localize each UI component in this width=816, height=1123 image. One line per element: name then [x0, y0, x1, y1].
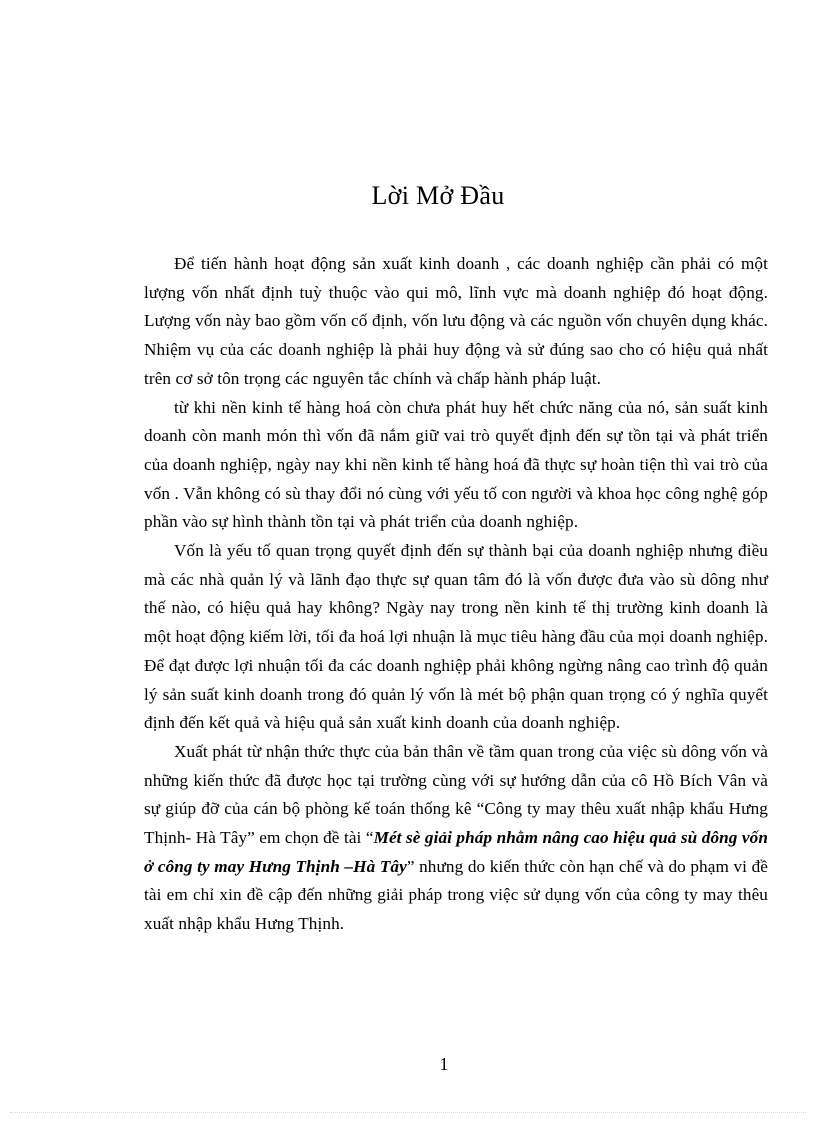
paragraph-2: từ khi nền kinh tế hàng hoá còn chưa phát huy hết chức năng của nó, sản suất kinh doanh còn manh món thì vốn đã nắm giữ vai trò quyết định đến sự tồn tại và phát triển của doanh nghiệp, ngày nay khi nền kinh tế hàng hoá đã thực sự hoàn tiện thì vai trò của vốn . Vẫn không có sù thay đổi nó cùng với yếu tố con người và khoa học công nghệ góp phần vào sự hình thành tồn tại và phát triển của doanh nghiệp.: [144, 397, 768, 532]
paragraph-4: [144, 738, 768, 939]
document-title: Lời Mở Đầu: [371, 181, 505, 210]
thesis-topic-title: Mét sè giải pháp nhằm nâng cao hiệu quả sù dông vốn ở công ty may Hưng Thịnh –Hà Tây: [144, 828, 768, 876]
document-body: [144, 250, 768, 939]
paragraph-1: Để tiến hành hoạt động sản xuất kinh doanh , các doanh nghiệp cần phải có một lượng vốn nhất định tuỳ thuộc vào qui mô, lĩnh vực mà doanh nghiệp đó hoạt động. Lượng vốn này bao gồm vốn cố định, vốn lưu động và các nguồn vốn chuyên dụng khác. Nhiệm vụ của các doanh nghiệp là phải huy động và sử đúng sao cho có hiệu quả nhất trên cơ sở tôn trọng các nguyên tắc chính và chấp hành pháp luật.: [144, 254, 768, 388]
paragraph-3: Vốn là yếu tố quan trọng quyết định đến sự thành bại của doanh nghiệp nhưng điều mà các nhà quản lý và lãnh đạo thực sự quan tâm đó là vốn được đưa vào sù dông như thế nào, có hiệu quả hay không? Ngày nay trong nền kinh tế thị trường kinh doanh là một hoạt động kiếm lời, tối đa hoá lợi nhuận là mục tiêu hàng đầu của mọi doanh nghiệp. Để đạt được lợi nhuận tối đa các doanh nghiệp phải không ngừng nâng cao trình độ quản lý sản suất kinh doanh trong đó quản lý vốn là mét bộ phận quan trọng có ý nghĩa quyết định đến kết quả và hiệu quả sản xuất kinh doanh của doanh nghiệp.: [144, 541, 768, 733]
paragraph-4-text-end: ” nhưng do kiến thức còn hạn chế và do phạm vi đề tài em chỉ xin đề cập đến những giải pháp trong việc sử dụng vốn của công ty may thêu xuất nhập khẩu Hưng Thịnh.: [144, 856, 769, 934]
page-number: 1: [439, 1054, 449, 1074]
page-bottom-divider: [10, 1112, 806, 1113]
paragraph-4-text-start: Xuất phát từ nhận thức thực của bản thân về tầm quan trong của việc sù dông vốn và những kiến thức đã được học tại trường cùng với sự hướng dẫn của cô Hồ Bích Vân và sự giúp đỡ của cán bộ phòng kế toán thống kê “Công ty may thêu xuất nhập khẩu Hưng Thịnh- Hà Tây” em chọn đề tài “: [144, 741, 768, 848]
